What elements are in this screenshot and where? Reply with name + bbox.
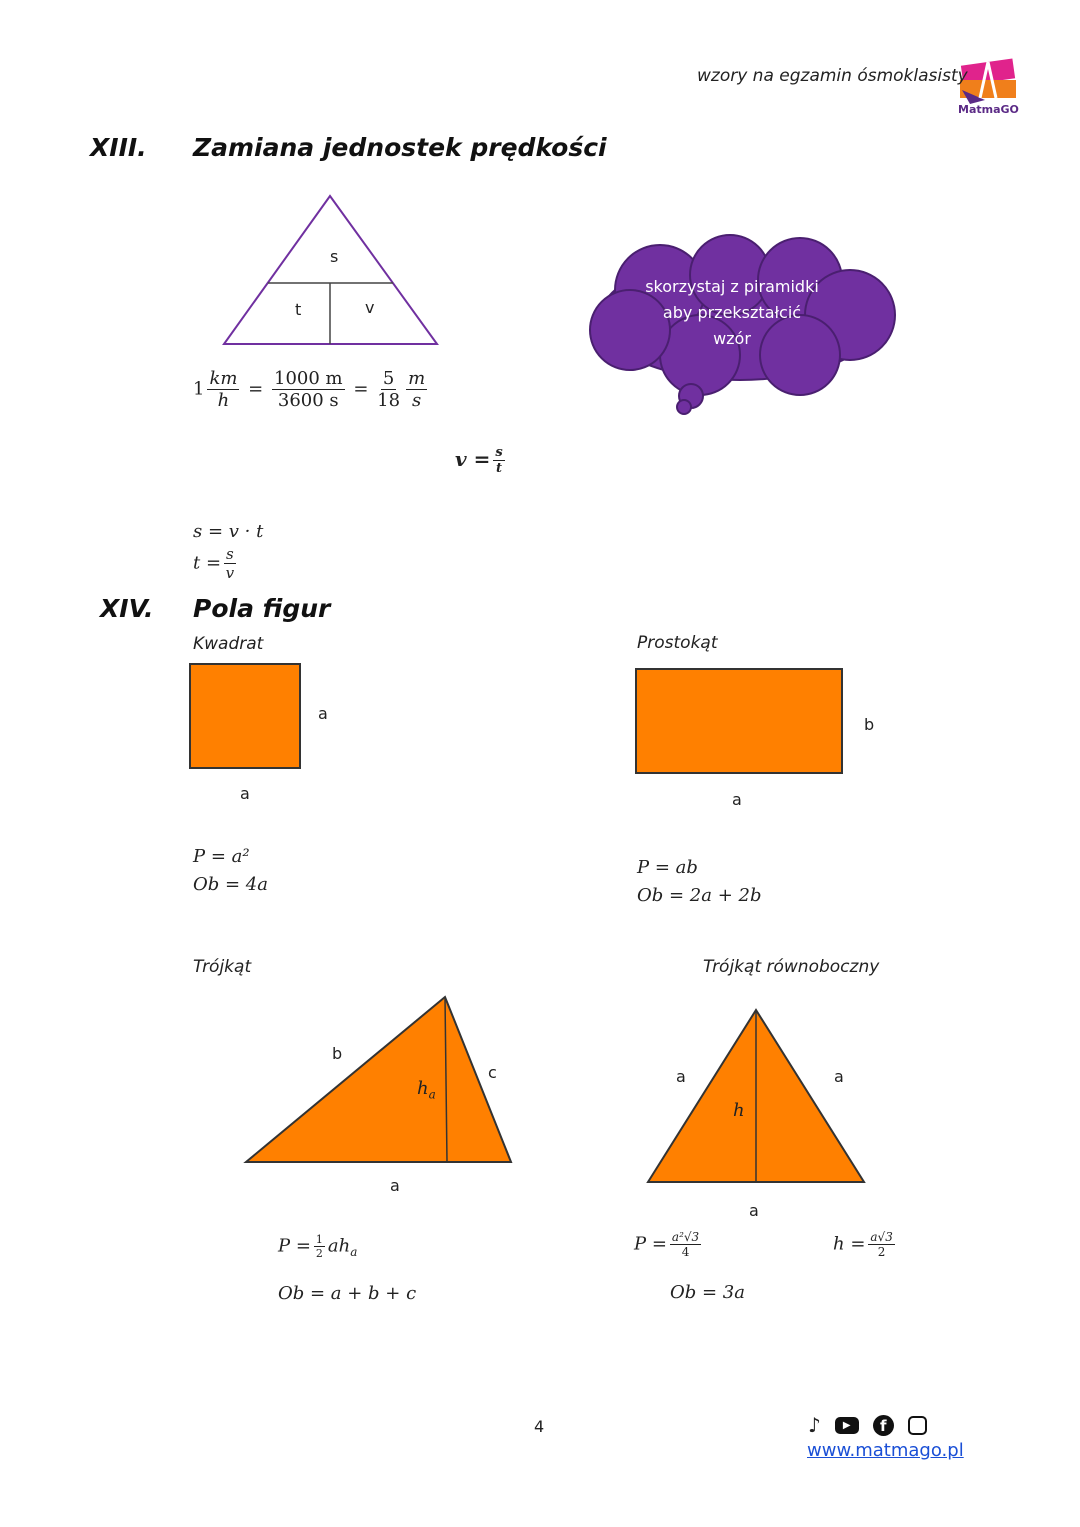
eq: = (248, 378, 264, 400)
square-area: P = a² (193, 846, 250, 867)
h: h (417, 1078, 429, 1099)
square-side: a (318, 704, 328, 723)
den: 18 (377, 390, 401, 411)
page-number: 4 (534, 1417, 545, 1436)
website-link[interactable]: www.matmago.pl (807, 1440, 964, 1461)
speed-pyramid (224, 196, 437, 344)
lhs: t = (193, 552, 222, 574)
num: a²√3 (671, 1230, 700, 1244)
triangle-title: Trójkąt (193, 957, 252, 977)
rectangle-title: Prostokąt (637, 633, 718, 653)
cloud-line: aby przekształcić (662, 303, 802, 322)
youtube-icon[interactable]: ▶ (835, 1417, 859, 1434)
square-side: a (240, 784, 250, 803)
social-icons (808, 1413, 927, 1437)
matmago-logo (960, 58, 1016, 104)
rectangle-perimeter: Ob = 2a + 2b (637, 885, 762, 906)
section-title: Zamiana jednostek prędkości (193, 133, 607, 162)
cloud-line: wzór (713, 329, 751, 348)
unit-conversion (193, 368, 430, 411)
pyramid-s: s (330, 247, 339, 266)
square-shape (190, 664, 300, 768)
num: m (408, 368, 426, 389)
num: 5 (382, 368, 395, 389)
den: 2 (877, 1245, 886, 1259)
equilateral-side: a (749, 1201, 759, 1220)
den: 4 (681, 1245, 690, 1259)
triangle-height (417, 1078, 436, 1102)
facebook-icon[interactable]: f (873, 1415, 894, 1436)
equilateral-height-formula (833, 1230, 898, 1259)
num: km (209, 368, 238, 389)
sub: a (350, 1245, 358, 1260)
logo-text: MatmaGO (958, 103, 1019, 116)
t-formula (193, 545, 239, 582)
num: a√3 (870, 1230, 893, 1244)
triangle-side-b: b (332, 1044, 343, 1063)
equilateral-height: h (733, 1100, 745, 1121)
lhs: P = (634, 1233, 667, 1255)
rectangle-shape (636, 669, 842, 773)
triangle-shape (246, 997, 511, 1162)
lhs: h = (833, 1233, 866, 1255)
lhs: v = (455, 447, 491, 471)
num: s (226, 545, 234, 563)
equilateral-title: Trójkąt równoboczny (703, 957, 880, 977)
lhs: P = (278, 1235, 311, 1257)
triangle-side-c: c (488, 1063, 497, 1082)
pyramid-t: t (295, 300, 302, 319)
section-number: XIV. (100, 594, 154, 623)
den: h (217, 390, 230, 411)
equilateral-triangle-shape (648, 1010, 864, 1182)
den: 3600 s (277, 390, 339, 411)
square-perimeter: Ob = 4a (193, 874, 268, 895)
num: s (495, 445, 503, 460)
den: v (225, 564, 235, 582)
eq: = (353, 378, 369, 400)
pyramid-v: v (365, 298, 375, 317)
den: t (496, 461, 503, 476)
section-title: Pola figur (193, 594, 331, 623)
s-formula: s = v · t (193, 521, 264, 542)
rectangle-area: P = ab (637, 857, 698, 878)
triangle-area (278, 1233, 357, 1260)
equilateral-side: a (834, 1067, 844, 1086)
v-formula (455, 445, 508, 476)
num: 1 (315, 1233, 323, 1246)
num: 1 (193, 378, 205, 400)
square-title: Kwadrat (193, 634, 264, 654)
triangle-perimeter: Ob = a + b + c (278, 1283, 417, 1304)
equilateral-side: a (676, 1067, 686, 1086)
num: 1000 m (274, 368, 343, 389)
equilateral-perimeter: Ob = 3a (670, 1282, 745, 1303)
den: 2 (315, 1247, 323, 1260)
section-number: XIII. (90, 133, 147, 162)
h-sub: a (428, 1087, 436, 1102)
instagram-icon[interactable] (908, 1416, 927, 1435)
cloud-text (622, 274, 842, 352)
rhs: ah (327, 1235, 351, 1257)
triangle-side-a: a (390, 1176, 400, 1195)
rectangle-side: b (864, 715, 875, 734)
rectangle-side: a (732, 790, 742, 809)
tiktok-icon[interactable]: ♪ (808, 1413, 821, 1437)
header-title: wzory na egzamin ósmoklasisty (697, 66, 968, 86)
den: s (411, 390, 422, 411)
equilateral-area (634, 1230, 704, 1259)
cloud-line: skorzystaj z piramidki (645, 277, 819, 296)
